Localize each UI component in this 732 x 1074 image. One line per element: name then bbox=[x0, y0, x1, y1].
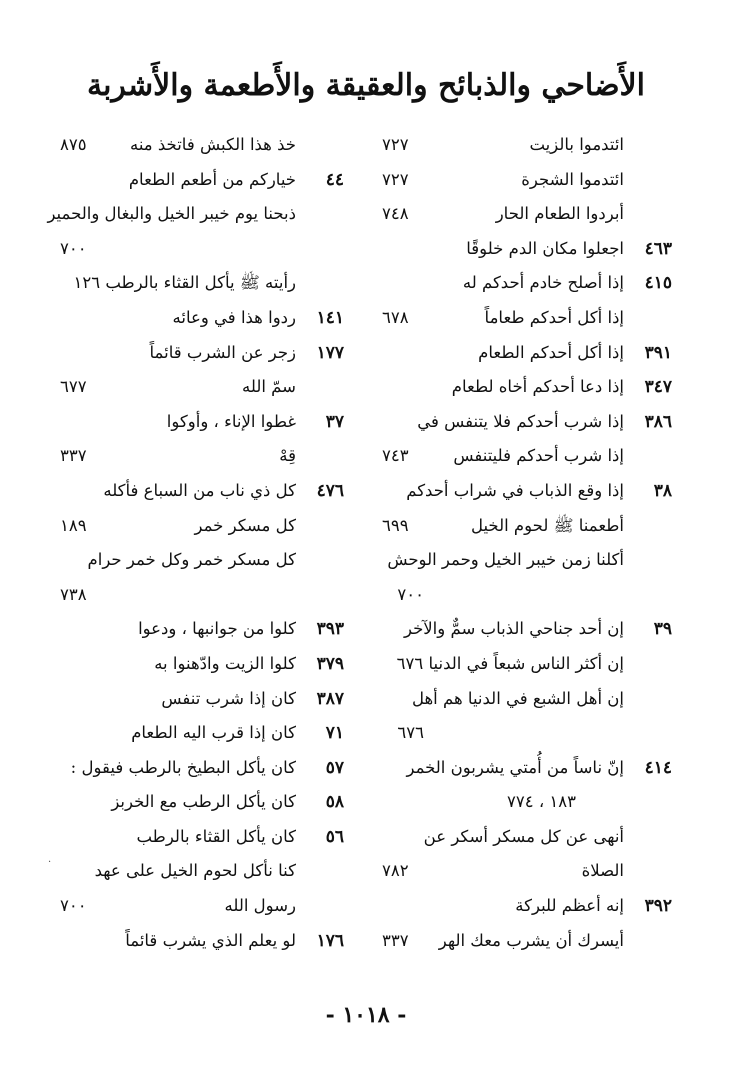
entry-text: كنا نأكل لحوم الخيل على عهد bbox=[94, 861, 296, 881]
index-entry bbox=[60, 647, 344, 682]
entry-number: ٧١ bbox=[325, 723, 344, 744]
index-entry bbox=[60, 751, 344, 786]
entry-text: كان إذا شرب تنفس bbox=[161, 688, 296, 708]
index-entry bbox=[382, 889, 672, 924]
index-entry bbox=[382, 854, 672, 889]
entry-text: خياركم من أطعم الطعام bbox=[128, 169, 296, 189]
index-entry bbox=[60, 439, 344, 474]
entry-page-ref: ٣٣٧ bbox=[60, 446, 87, 466]
entry-number: ١٧٧ bbox=[316, 342, 344, 363]
index-entry bbox=[60, 301, 344, 336]
entry-text: كان إذا قرب اليه الطعام bbox=[131, 723, 296, 743]
entry-text: أطعمنا ﷺ لحوم الخيل bbox=[470, 515, 624, 535]
entry-text: إذا أكل أحدكم الطعام bbox=[478, 342, 624, 362]
index-entry bbox=[60, 509, 344, 544]
entry-text: اجعلوا مكان الدم خلوقًا bbox=[466, 238, 624, 258]
index-column-right bbox=[382, 128, 672, 958]
entry-number: ٣٧٩ bbox=[316, 653, 344, 674]
entry-page-ref: ٦٧٨ bbox=[382, 307, 409, 327]
index-entry bbox=[382, 785, 672, 820]
page-number: - ١٠١٨ - bbox=[325, 1002, 407, 1028]
index-entry bbox=[382, 370, 672, 405]
entry-text: إذا وقع الذباب في شراب أحدكم bbox=[406, 480, 624, 500]
entry-text: زجر عن الشرب قائماً bbox=[149, 342, 296, 362]
entry-page-ref: ٦٧٦ bbox=[397, 723, 424, 743]
entry-number: ٥٧ bbox=[325, 757, 344, 778]
entry-text: كلوا الزيت وادّهنوا به bbox=[154, 653, 296, 673]
entry-text: ائتدموا الشجرة bbox=[521, 169, 624, 189]
entry-text: ١٨٣ ، ٧٧٤ bbox=[506, 792, 576, 812]
index-entry bbox=[60, 889, 344, 924]
index-entry bbox=[60, 820, 344, 855]
margin-mark: · bbox=[48, 857, 52, 868]
entry-text: رأيته ﷺ يأكل القثاء بالرطب ١٢٦ bbox=[73, 273, 296, 293]
entry-number: ٥٦ bbox=[325, 826, 344, 847]
entry-number: ٥٨ bbox=[325, 792, 344, 813]
entry-text: إذا شرب أحدكم فليتنفس bbox=[453, 446, 624, 466]
entry-page-ref: ٦٩٩ bbox=[382, 515, 409, 535]
entry-text: أكلنا زمن خيبر الخيل وحمر الوحش bbox=[387, 550, 624, 570]
entry-text: إذا شرب أحدكم فلا يتنفس في bbox=[417, 411, 624, 431]
entry-text: كل مسكر خمر وكل خمر حرام bbox=[87, 550, 296, 570]
entry-number: ١٤١ bbox=[316, 307, 344, 328]
index-entry bbox=[382, 336, 672, 371]
index-entry bbox=[60, 266, 344, 301]
entry-number: ٤١٤ bbox=[644, 757, 672, 778]
index-entry bbox=[60, 924, 344, 959]
entry-text: رسول الله bbox=[224, 896, 296, 916]
index-entry bbox=[382, 716, 672, 751]
entry-page-ref: ٧٤٨ bbox=[382, 204, 409, 224]
entry-page-ref: ٣٣٧ bbox=[382, 930, 409, 950]
index-entry bbox=[382, 197, 672, 232]
entry-page-ref: ٧٨٢ bbox=[382, 861, 409, 881]
index-entry bbox=[382, 405, 672, 440]
entry-page-ref: ٧٢٧ bbox=[382, 135, 409, 154]
index-entry bbox=[382, 509, 672, 544]
entry-number: ٣٤٧ bbox=[644, 377, 672, 398]
entry-number: ١٧٦ bbox=[316, 930, 344, 951]
index-entry bbox=[382, 439, 672, 474]
index-entry bbox=[382, 163, 672, 198]
entry-text: ائتدموا بالزيت bbox=[529, 135, 624, 154]
entry-text: ردوا هذا في وعائه bbox=[172, 307, 296, 327]
entry-number: ٣٩١ bbox=[644, 342, 672, 363]
page-title: الأَضاحي والذبائح والعقيقة والأَطعمة والأَشربة bbox=[87, 68, 645, 103]
entry-page-ref: ٧٠٠ bbox=[60, 896, 87, 916]
index-entry bbox=[47, 197, 344, 232]
entry-text: أبردوا الطعام الحار bbox=[495, 204, 624, 224]
index-column-left bbox=[47, 128, 344, 958]
entry-number: ٤٧٦ bbox=[316, 480, 344, 501]
entry-number: ٣٧ bbox=[325, 411, 344, 432]
entry-text: إذا دعا أحدكم أخاه لطعام bbox=[451, 377, 624, 397]
index-entry bbox=[382, 543, 672, 578]
index-entry bbox=[60, 163, 344, 198]
entry-text: إنه أعظم للبركة bbox=[515, 896, 624, 916]
entry-text: إذا أكل أحدكم طعاماً bbox=[484, 307, 624, 327]
entry-text: لو يعلم الذي يشرب قائماً bbox=[125, 930, 296, 950]
index-entry bbox=[382, 924, 672, 959]
entry-text: كان يأكل الرطب مع الخربز bbox=[111, 792, 296, 812]
entry-text: إنّ ناساً من أُمتي يشربون الخمر bbox=[406, 757, 624, 777]
index-entry bbox=[382, 578, 672, 613]
entry-page-ref: ٧٠٠ bbox=[60, 238, 87, 258]
entry-text: الصلاة bbox=[581, 861, 624, 881]
entry-text: كل مسكر خمر bbox=[194, 515, 296, 535]
entry-text: كل ذي ناب من السباع فأكله bbox=[103, 480, 296, 500]
index-entry bbox=[60, 682, 344, 717]
index-entry bbox=[382, 820, 672, 855]
entry-number: ٤٦٣ bbox=[644, 238, 672, 259]
entry-number: ٤١٥ bbox=[644, 273, 672, 294]
entry-text: إن أحد جناحي الذباب سمٌّ والآخر bbox=[403, 619, 624, 639]
index-entry bbox=[60, 543, 344, 578]
index-entry bbox=[382, 301, 672, 336]
index-entry bbox=[60, 578, 344, 613]
entry-page-ref: ٨٧٥ bbox=[60, 135, 87, 154]
entry-text: غطوا الإناء ، وأوكوا bbox=[166, 411, 296, 431]
index-entry bbox=[382, 266, 672, 301]
entry-text: كان يأكل القثاء بالرطب bbox=[136, 826, 296, 846]
index-entry bbox=[60, 612, 344, 647]
index-entry bbox=[382, 128, 672, 163]
index-entry bbox=[382, 612, 672, 647]
entry-number: ٣٩٣ bbox=[316, 619, 344, 640]
index-entry bbox=[382, 647, 672, 682]
entry-text: كلوا من جوانبها ، ودعوا bbox=[138, 619, 296, 639]
entry-number: ٣٨٧ bbox=[316, 688, 344, 709]
entry-page-ref: ٦٧٧ bbox=[60, 377, 87, 397]
entry-page-ref: ٧٣٨ bbox=[60, 584, 87, 604]
entry-text: أيسرك أن يشرب معك الهر bbox=[438, 930, 624, 950]
index-entry bbox=[60, 405, 344, 440]
entry-text: كان يأكل البطيخ بالرطب فيقول : bbox=[70, 757, 296, 777]
entry-text: خذ هذا الكبش فاتخذ منه bbox=[129, 135, 296, 154]
index-entry bbox=[382, 232, 672, 267]
index-entry bbox=[60, 232, 344, 267]
index-entry bbox=[382, 682, 672, 717]
entry-number: ٣٨٦ bbox=[644, 411, 672, 432]
entry-text: إذا أصلح خادم أحدكم له bbox=[462, 273, 624, 293]
entry-text: سمّ الله bbox=[242, 377, 296, 397]
entry-number: ٣٨ bbox=[653, 480, 672, 501]
entry-page-ref: ١٨٩ bbox=[60, 515, 87, 535]
index-entry bbox=[60, 370, 344, 405]
index-entry bbox=[60, 716, 344, 751]
index-entry bbox=[382, 751, 672, 786]
index-entry bbox=[60, 128, 344, 163]
entry-text: أنهى عن كل مسكر أسكر عن bbox=[423, 826, 624, 846]
index-entry bbox=[382, 474, 672, 509]
entry-text: إن أهل الشبع في الدنيا هم أهل bbox=[411, 688, 624, 708]
index-entry bbox=[60, 474, 344, 509]
entry-number: ٤٤ bbox=[325, 169, 344, 190]
entry-text: قِهْ bbox=[279, 446, 296, 466]
index-entry bbox=[60, 785, 344, 820]
entry-text: إن أكثر الناس شبعاً في الدنيا ٦٧٦ bbox=[396, 653, 624, 673]
entry-page-ref: ٧٠٠ bbox=[397, 584, 424, 604]
entry-text: ذبحنا يوم خيبر الخيل والبغال والحمير bbox=[47, 204, 296, 224]
entry-page-ref: ٧٢٧ bbox=[382, 169, 409, 189]
entry-page-ref: ٧٤٣ bbox=[382, 446, 409, 466]
entry-number: ٣٩٢ bbox=[644, 896, 672, 917]
index-entry bbox=[60, 854, 344, 889]
index-entry bbox=[60, 336, 344, 371]
entry-number: ٣٩ bbox=[653, 619, 672, 640]
